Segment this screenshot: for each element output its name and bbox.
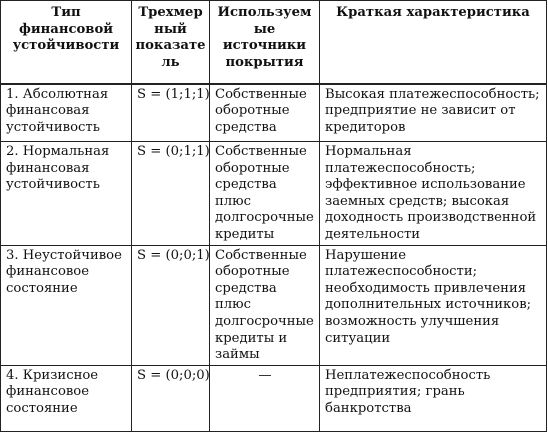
cell-indicator: S = (1;1;1) bbox=[132, 84, 210, 142]
cell-description: Нарушение платежеспособности; необходимость привлечения дополнительных источников; возможность улучшения ситуации bbox=[320, 245, 547, 365]
cell-indicator: S = (0;1;1) bbox=[132, 142, 210, 246]
table-row bbox=[1, 245, 547, 365]
cell-indicator: S = (0;0;1) bbox=[132, 245, 210, 365]
cell-type: 1. Абсолютная финансовая устойчивость bbox=[1, 84, 132, 142]
table-body bbox=[1, 84, 547, 432]
table-row bbox=[1, 142, 547, 246]
cell-type: 2. Нормальная финансовая устойчивость bbox=[1, 142, 132, 246]
cell-sources: Собственные оборотные средства bbox=[210, 84, 320, 142]
cell-description: Нормальная платежеспособность; эффективное использование заемных средств; высокая доходность производственной деятельности bbox=[320, 142, 547, 246]
header-description: Краткая характеристика bbox=[320, 1, 547, 84]
header-indicator: Трехмерный показатель bbox=[132, 1, 210, 84]
header-sources: Используемые источники покрытия bbox=[210, 1, 320, 84]
header-row bbox=[1, 1, 547, 84]
cell-type: 3. Неустойчивое финансовое состояние bbox=[1, 245, 132, 365]
cell-type: 4. Кризисное финансовое состояние bbox=[1, 365, 132, 431]
cell-description: Высокая платежеспособность; предприятие не зависит от кредиторов bbox=[320, 84, 547, 142]
cell-indicator: S = (0;0;0) bbox=[132, 365, 210, 431]
table-row bbox=[1, 84, 547, 142]
cell-sources: Собственные оборотные средства плюс долгосрочные кредиты и займы bbox=[210, 245, 320, 365]
header-type: Тип финансовой устойчивости bbox=[1, 1, 132, 84]
cell-sources: — bbox=[210, 365, 320, 431]
cell-description: Неплатежеспособность предприятия; грань банкротства bbox=[320, 365, 547, 431]
table-row bbox=[1, 365, 547, 431]
cell-sources: Собственные оборотные средства плюс долгосрочные кредиты bbox=[210, 142, 320, 246]
table-header bbox=[1, 1, 547, 84]
